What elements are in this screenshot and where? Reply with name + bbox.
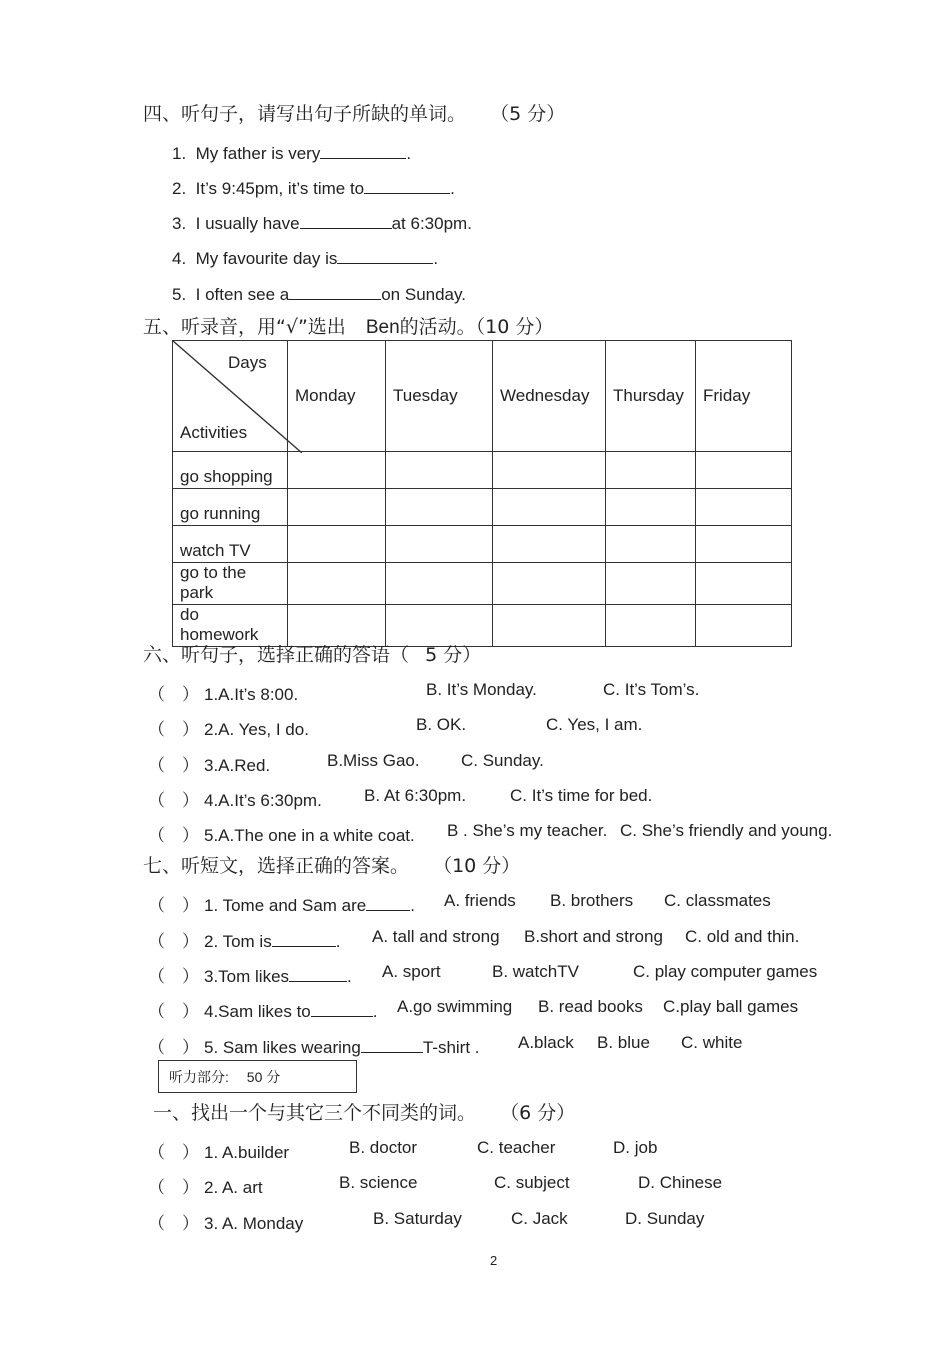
answer-blank[interactable]: [300, 213, 392, 229]
answer-paren[interactable]: （ ）: [148, 1178, 199, 1197]
table-row: [173, 489, 792, 526]
option-a: A.go swimming: [397, 997, 513, 1016]
option-a: A.black: [518, 1033, 574, 1052]
choice-item-6-4: （ ） 4.A.It’s 6:30pm.: [148, 786, 322, 811]
answer-paren[interactable]: （ ）: [148, 967, 199, 986]
fill-item-4: 4. My favourite day is .: [172, 249, 439, 268]
day-header-wednesday: Wednesday: [493, 341, 606, 452]
check-cell[interactable]: [606, 489, 696, 526]
answer-paren[interactable]: （ ）: [148, 1214, 199, 1233]
option-c: C. It’s time for bed.: [510, 786, 653, 805]
check-cell[interactable]: [386, 452, 493, 489]
odd-one-item-2: （ ） 2. A. art: [148, 1173, 263, 1198]
answer-blank[interactable]: [361, 1037, 423, 1053]
check-cell[interactable]: [493, 526, 606, 563]
listening-score-box: [158, 1060, 357, 1093]
section4-heading: [143, 99, 565, 126]
answer-blank[interactable]: [320, 143, 406, 159]
check-cell[interactable]: [288, 452, 386, 489]
section5-name: Ben: [365, 317, 400, 338]
answer-paren[interactable]: （ ）: [148, 896, 199, 915]
fill-item-2: 2. It’s 9:45pm, it’s time to .: [172, 179, 455, 198]
option-b: B. At 6:30pm.: [364, 786, 467, 805]
choice-item-6-3: （ ） 3.A.Red.: [148, 751, 270, 776]
section5-heading: 五、听录音，用“√”选出 Ben的活动。（10 分）: [143, 316, 554, 338]
check-cell[interactable]: [288, 563, 386, 605]
check-cell[interactable]: [288, 489, 386, 526]
answer-paren[interactable]: （ ）: [148, 685, 199, 704]
choice-item-6-1: （ ） 1.A.It’s 8:00.: [148, 680, 298, 705]
activity-label: go to the park: [173, 563, 288, 605]
activity-table: [172, 340, 792, 647]
choice-item-6-2: （ ） 2.A. Yes, I do.: [148, 715, 309, 740]
fill-item-3: 3. I usually have at 6:30pm.: [172, 214, 472, 233]
check-cell[interactable]: [386, 563, 493, 605]
answer-paren[interactable]: （ ）: [148, 720, 199, 739]
check-cell[interactable]: [606, 563, 696, 605]
day-header-monday: Monday: [288, 341, 386, 452]
answer-paren[interactable]: （ ）: [148, 791, 199, 810]
option-c: C. classmates: [664, 891, 771, 910]
score-box-value: 50 分: [246, 1069, 281, 1085]
day-header-friday: Friday: [696, 341, 792, 452]
section6-score: 5 分）: [425, 644, 482, 666]
check-cell[interactable]: [606, 526, 696, 563]
option-a: A. friends: [444, 891, 516, 910]
table-corner-cell: [173, 341, 288, 452]
answer-blank[interactable]: [272, 931, 336, 947]
section7-title: 七、听短文，选择正确的答案。: [143, 855, 410, 877]
option-c: C.play ball games: [663, 997, 799, 1016]
option-b: B. science: [339, 1173, 418, 1192]
option-c: C. teacher: [477, 1138, 556, 1157]
option-b: B. Saturday: [373, 1209, 462, 1228]
check-cell[interactable]: [696, 526, 792, 563]
option-d: D. job: [613, 1138, 658, 1157]
option-b: B. It’s Monday.: [426, 680, 537, 699]
answer-paren[interactable]: （ ）: [148, 1002, 199, 1021]
activity-label: go running: [173, 489, 288, 526]
answer-paren[interactable]: （ ）: [148, 756, 199, 775]
option-b: B.short and strong: [524, 927, 663, 946]
answer-paren[interactable]: （ ）: [148, 826, 199, 845]
check-cell[interactable]: [493, 489, 606, 526]
score-box-label: 听力部分:: [169, 1069, 229, 1085]
table-row: [173, 563, 792, 605]
activities-label: Activities: [180, 423, 248, 442]
check-cell[interactable]: [696, 452, 792, 489]
section6-heading: [143, 640, 481, 667]
option-c: C. Jack: [511, 1209, 568, 1228]
option-c: C. It’s Tom’s.: [603, 680, 700, 699]
answer-blank[interactable]: [364, 178, 450, 194]
check-cell[interactable]: [288, 526, 386, 563]
answer-blank[interactable]: [311, 1001, 373, 1017]
section4-score: （5 分）: [490, 103, 566, 125]
option-c: C. Sunday.: [461, 751, 544, 770]
answer-paren[interactable]: （ ）: [148, 1143, 199, 1162]
day-header-tuesday: Tuesday: [386, 341, 493, 452]
check-cell[interactable]: [696, 489, 792, 526]
activity-label: watch TV: [173, 526, 288, 563]
table-row: [173, 526, 792, 563]
section7-heading: [143, 851, 520, 878]
check-cell[interactable]: [696, 605, 792, 647]
activity-label: go shopping: [173, 452, 288, 489]
part2-section1-title: 一、找出一个与其它三个不同类的词。: [153, 1102, 477, 1124]
fill-item-5: 5. I often see a on Sunday.: [172, 285, 466, 304]
option-d: D. Chinese: [638, 1173, 723, 1192]
check-cell[interactable]: [696, 563, 792, 605]
section4-title: 四、听句子，请写出句子所缺的单词。: [143, 103, 467, 125]
answer-paren[interactable]: （ ）: [148, 932, 199, 951]
option-c: C. play computer games: [633, 962, 818, 981]
answer-blank[interactable]: [289, 284, 381, 300]
table-row: [173, 452, 792, 489]
answer-blank[interactable]: [289, 966, 347, 982]
option-c: C. white: [681, 1033, 743, 1052]
option-d: D. Sunday: [625, 1209, 705, 1228]
part2-section1-score: （6 分）: [500, 1102, 576, 1124]
option-b: B. blue: [597, 1033, 650, 1052]
part2-section1-heading: [153, 1098, 575, 1125]
option-b: B. read books: [538, 997, 643, 1016]
section6-title: 六、听句子，选择正确的答语（: [143, 644, 410, 666]
choice-item-7-3: （ ） 3.Tom likes .: [148, 962, 352, 987]
odd-one-item-3: （ ） 3. A. Monday: [148, 1209, 303, 1234]
odd-one-item-1: （ ） 1. A.builder: [148, 1138, 289, 1163]
option-c: C. She’s friendly and young.: [620, 821, 833, 840]
option-b: B. watchTV: [492, 962, 579, 981]
day-header-thursday: Thursday: [606, 341, 696, 452]
option-b: B. brothers: [550, 891, 634, 910]
answer-paren[interactable]: （ ）: [148, 1038, 199, 1057]
page-number: 2: [490, 1253, 498, 1268]
check-cell[interactable]: [606, 452, 696, 489]
check-cell[interactable]: [493, 605, 606, 647]
option-b: B. OK.: [416, 715, 467, 734]
fill-item-1: 1. My father is very .: [172, 144, 412, 163]
section7-score: （10 分）: [433, 855, 521, 877]
choice-item-7-2: （ ） 2. Tom is .: [148, 927, 340, 952]
option-b: B.Miss Gao.: [327, 751, 420, 770]
option-b: B . She’s my teacher.: [447, 821, 608, 840]
choice-item-7-4: （ ） 4.Sam likes to .: [148, 997, 378, 1022]
option-c: C. Yes, I am.: [546, 715, 643, 734]
answer-blank[interactable]: [366, 895, 410, 911]
option-c: C. subject: [494, 1173, 570, 1192]
section5-title: 五、听录音，用“√”选出: [143, 316, 346, 338]
days-label: Days: [228, 353, 267, 372]
answer-blank[interactable]: [337, 248, 433, 264]
check-cell[interactable]: [386, 526, 493, 563]
check-cell[interactable]: [493, 452, 606, 489]
choice-item-6-5: （ ） 5.A.The one in a white coat.: [148, 821, 415, 846]
choice-item-7-5: （ ） 5. Sam likes wearing T-shirt .: [148, 1033, 480, 1058]
option-c: C. old and thin.: [685, 927, 800, 946]
check-cell[interactable]: [493, 563, 606, 605]
choice-item-7-1: （ ） 1. Tome and Sam are .: [148, 891, 415, 916]
activity-label: do homework: [173, 605, 288, 647]
check-cell[interactable]: [606, 605, 696, 647]
option-b: B. doctor: [349, 1138, 418, 1157]
option-a: A. sport: [382, 962, 441, 981]
check-cell[interactable]: [386, 489, 493, 526]
option-a: A. tall and strong: [372, 927, 500, 946]
